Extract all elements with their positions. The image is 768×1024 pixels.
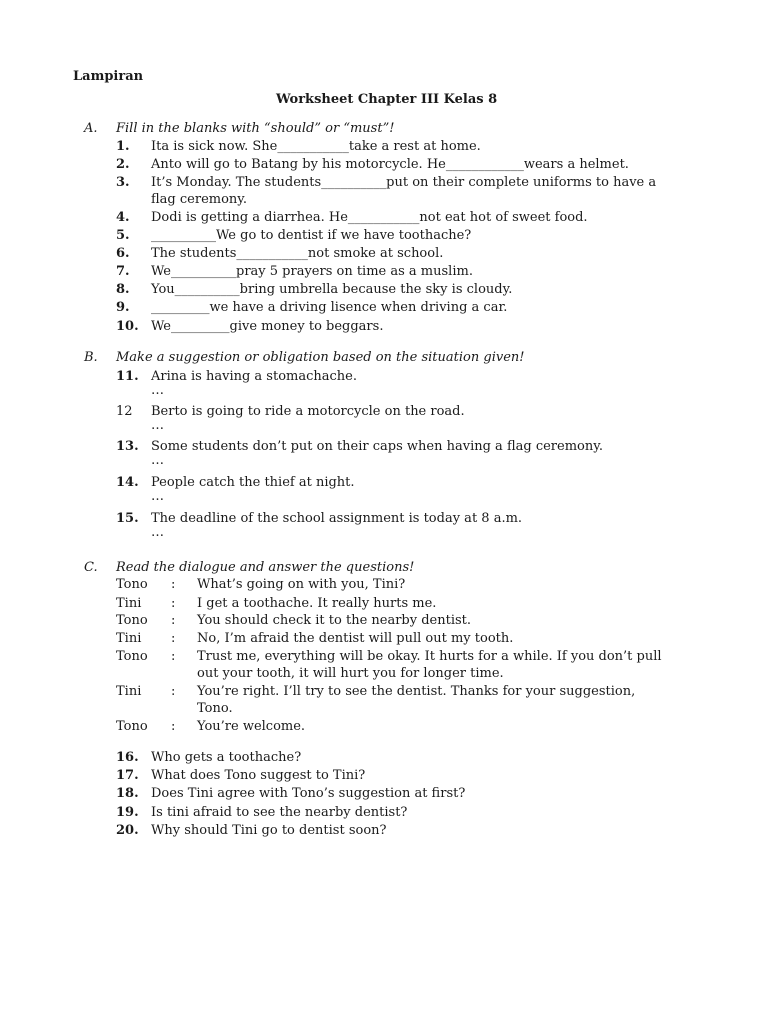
item-text: You__________bring umbrella because the sky is cloudy.: [151, 282, 513, 297]
item-number: 15.: [116, 511, 139, 526]
utterance-text: I get a toothache. It really hurts me.: [197, 596, 437, 611]
speaker-colon: :: [171, 613, 176, 628]
item-number: 9.: [116, 300, 130, 315]
utterance-text: Tono.: [197, 701, 233, 716]
worksheet-title: Worksheet Chapter III Kelas 8: [276, 92, 498, 107]
item-text: __________We go to dentist if we have toothache?: [151, 228, 472, 243]
speaker-name: Tono: [116, 613, 148, 628]
speaker-name: Tono: [116, 649, 148, 664]
section-a-letter: A.: [84, 121, 98, 136]
item-number: 2.: [116, 157, 130, 172]
item-number: 12: [116, 404, 133, 419]
item-text: Arina is having a stomachache.: [151, 369, 357, 384]
section-b-instruction: Make a suggestion or obligation based on the situation given!: [116, 350, 525, 365]
section-a-instruction: Fill in the blanks with “should” or “must”!: [116, 121, 395, 136]
utterance-text: What’s going on with you, Tini?: [197, 577, 406, 592]
speaker-colon: :: [171, 577, 176, 592]
question-text: Does Tini agree with Tono’s suggestion at first?: [151, 786, 466, 801]
item-text: Anto will go to Batang by his motorcycle. He____________wears a helmet.: [151, 157, 629, 172]
item-text: Ita is sick now. She___________take a rest at home.: [151, 139, 481, 154]
question-number: 16.: [116, 750, 139, 765]
item-text: Berto is going to ride a motorcycle on the road.: [151, 404, 465, 419]
item-text: Some students don’t put on their caps when having a flag ceremony.: [151, 439, 603, 454]
utterance-text: You’re welcome.: [197, 719, 306, 734]
speaker-name: Tini: [116, 631, 142, 646]
utterance-text: You’re right. I’ll try to see the dentist. Thanks for your suggestion,: [197, 684, 636, 699]
question-text: Is tini afraid to see the nearby dentist?: [151, 805, 408, 820]
question-number: 19.: [116, 805, 139, 820]
speaker-colon: :: [171, 631, 176, 646]
item-number: 7.: [116, 264, 130, 279]
answer-ellipsis: …: [151, 453, 164, 468]
item-number: 10.: [116, 319, 139, 334]
section-c-instruction: Read the dialogue and answer the questions!: [116, 560, 415, 575]
appendix-label: Lampiran: [73, 69, 144, 84]
speaker-name: Tono: [116, 577, 148, 592]
speaker-name: Tono: [116, 719, 148, 734]
item-number: 11.: [116, 369, 139, 384]
question-number: 18.: [116, 786, 139, 801]
question-number: 20.: [116, 823, 139, 838]
item-number: 3.: [116, 175, 130, 190]
utterance-text: out your tooth, it will hurt you for longer time.: [197, 666, 504, 681]
item-number: 6.: [116, 246, 130, 261]
answer-ellipsis: …: [151, 418, 164, 433]
answer-ellipsis: …: [151, 383, 164, 398]
item-text: The deadline of the school assignment is today at 8 a.m.: [151, 511, 523, 526]
item-number: 1.: [116, 139, 130, 154]
question-text: What does Tono suggest to Tini?: [151, 768, 366, 783]
item-number: 5.: [116, 228, 130, 243]
item-text: flag ceremony.: [151, 192, 248, 207]
item-text: _________we have a driving lisence when driving a car.: [151, 300, 508, 315]
item-number: 14.: [116, 475, 139, 490]
question-number: 17.: [116, 768, 139, 783]
utterance-text: Trust me, everything will be okay. It hurts for a while. If you don’t pull: [197, 649, 662, 664]
item-text: The students___________not smoke at school.: [151, 246, 444, 261]
item-text: People catch the thief at night.: [151, 475, 355, 490]
speaker-name: Tini: [116, 684, 142, 699]
speaker-colon: :: [171, 719, 176, 734]
item-number: 4.: [116, 210, 130, 225]
section-c-letter: C.: [84, 560, 98, 575]
item-number: 8.: [116, 282, 130, 297]
item-text: We__________pray 5 prayers on time as a muslim.: [151, 264, 473, 279]
question-text: Who gets a toothache?: [151, 750, 302, 765]
item-text: It’s Monday. The students__________put on their complete uniforms to have a: [151, 175, 657, 190]
answer-ellipsis: …: [151, 525, 164, 540]
question-text: Why should Tini go to dentist soon?: [151, 823, 387, 838]
item-text: We_________give money to beggars.: [151, 319, 384, 334]
answer-ellipsis: …: [151, 489, 164, 504]
section-b-letter: B.: [84, 350, 98, 365]
utterance-text: You should check it to the nearby dentist.: [197, 613, 472, 628]
utterance-text: No, I’m afraid the dentist will pull out my tooth.: [197, 631, 514, 646]
speaker-name: Tini: [116, 596, 142, 611]
speaker-colon: :: [171, 649, 176, 664]
item-number: 13.: [116, 439, 139, 454]
speaker-colon: :: [171, 596, 176, 611]
speaker-colon: :: [171, 684, 176, 699]
item-text: Dodi is getting a diarrhea. He___________not eat hot of sweet food.: [151, 210, 588, 225]
